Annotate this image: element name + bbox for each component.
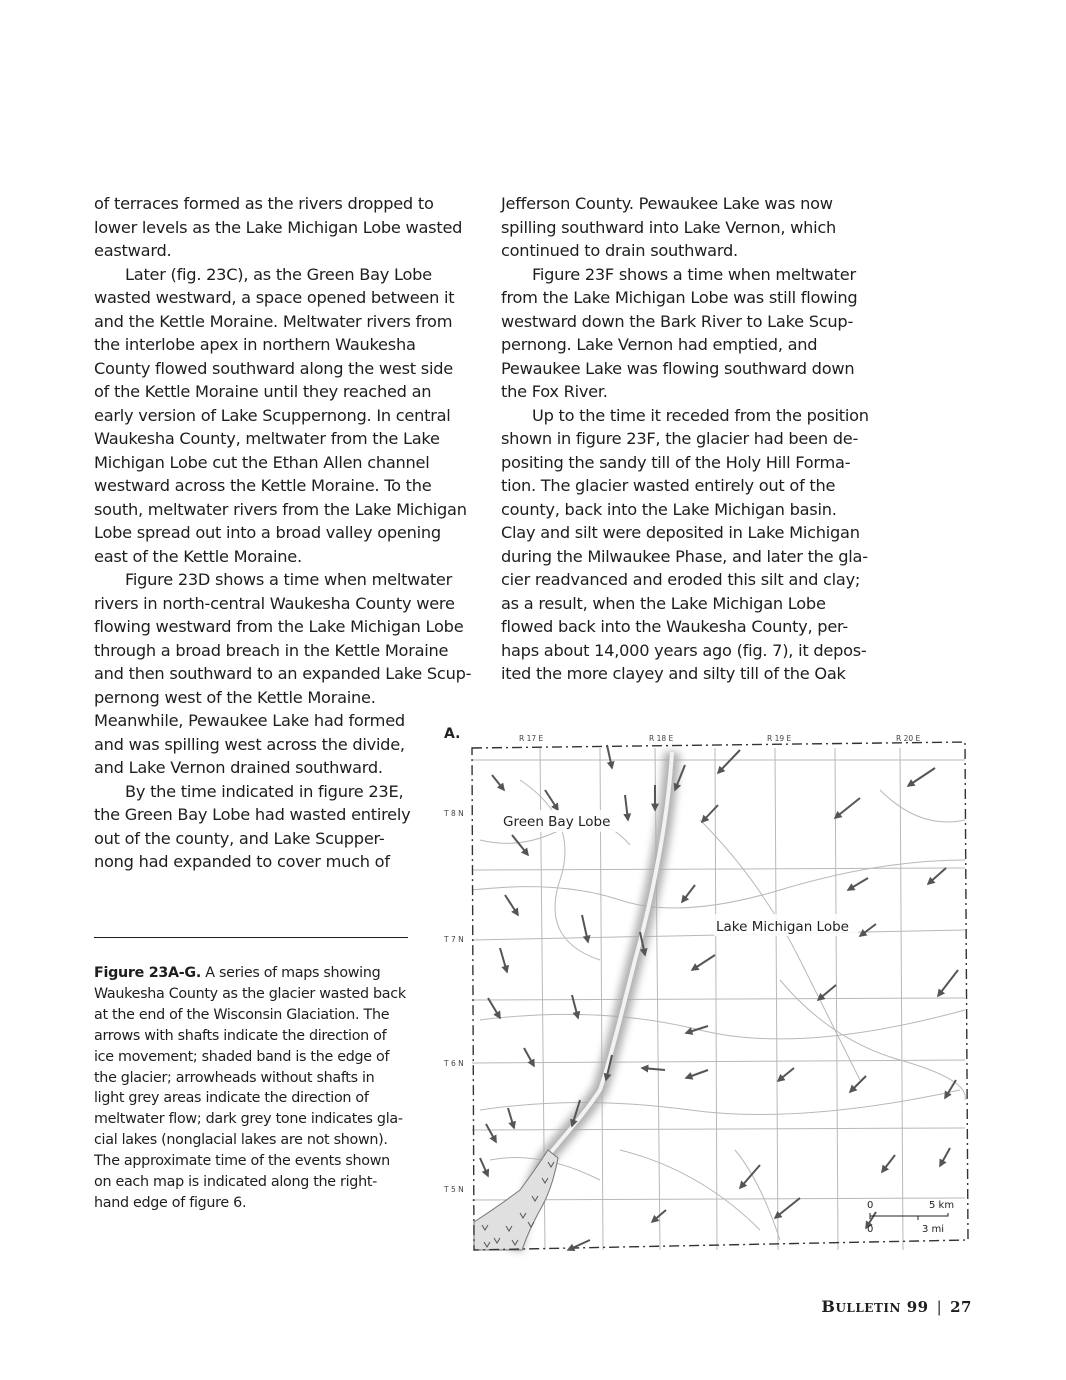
caption-line: meltwater flow; dark grey tone indicates gla- bbox=[94, 1111, 403, 1128]
footer-separator: | bbox=[936, 1298, 943, 1316]
township-label-t7n: T 7 N bbox=[444, 935, 464, 944]
caption-first-line bbox=[94, 963, 424, 984]
bulletin-rest: ULLETIN bbox=[835, 1301, 901, 1315]
caption-line: cial lakes (nonglacial lakes are not shown). bbox=[94, 1132, 388, 1149]
township-label-t8n: T 8 N bbox=[444, 809, 464, 818]
text-line: from the Lake Michigan Lobe was still flowing bbox=[501, 288, 858, 307]
scale-bar bbox=[867, 1200, 954, 1235]
text-line: lower levels as the Lake Michigan Lobe wasted bbox=[94, 217, 463, 237]
text-line: Waukesha County, meltwater from the Lake bbox=[94, 429, 440, 448]
text-line: flowing westward from the Lake Michigan Lobe bbox=[94, 617, 464, 636]
page-number: 27 bbox=[950, 1298, 972, 1316]
text-line: and Lake Vernon drained southward. bbox=[94, 758, 383, 777]
text-line: Clay and silt were deposited in Lake Michigan bbox=[501, 523, 860, 542]
range-label-r18e: R 18 E bbox=[649, 734, 674, 743]
scale-km-zero: 0 bbox=[867, 1200, 874, 1211]
text-line: continued to drain southward. bbox=[501, 241, 738, 260]
text-line: flowed back into the Waukesha County, per- bbox=[501, 617, 848, 636]
text-column-left bbox=[94, 192, 474, 874]
text-line: early version of Lake Scuppernong. In central bbox=[94, 405, 451, 425]
text-line: westward down the Bark River to Lake Scup- bbox=[501, 311, 854, 331]
text-line: of the Kettle Moraine until they reached an bbox=[94, 382, 432, 401]
page-footer bbox=[821, 1297, 972, 1316]
text-line: County flowed southward along the west side bbox=[94, 358, 453, 378]
text-line: the Green Bay Lobe had wasted entirely bbox=[94, 805, 411, 824]
caption-line: at the end of the Wisconsin Glaciation. The bbox=[94, 1006, 390, 1023]
caption-first-line-rest: A series of maps showing bbox=[200, 965, 381, 981]
caption-line: hand edge of figure 6. bbox=[94, 1194, 247, 1211]
text-line: and was spilling west across the divide, bbox=[94, 734, 405, 754]
caption-line: on each map is indicated along the right- bbox=[94, 1174, 377, 1191]
scale-mi-zero: 0 bbox=[867, 1224, 874, 1235]
lake-michigan-lobe-label: Lake Michigan Lobe bbox=[716, 919, 849, 935]
text-line: county, back into the Lake Michigan basin. bbox=[501, 499, 837, 519]
caption-rule bbox=[94, 937, 408, 938]
text-line: as a result, when the Lake Michigan Lobe bbox=[501, 593, 826, 613]
text-line: Jefferson County. Pewaukee Lake was now bbox=[501, 194, 833, 213]
text-line: Pewaukee Lake was flowing southward down bbox=[501, 358, 855, 378]
text-line: the Fox River. bbox=[501, 382, 608, 401]
range-label-r17e: R 17 E bbox=[519, 734, 544, 743]
text-line: cier readvanced and eroded this silt and clay; bbox=[501, 570, 861, 589]
scale-km-label: 5 km bbox=[929, 1200, 955, 1211]
township-labels bbox=[443, 809, 464, 1194]
range-label-r20e: R 20 E bbox=[896, 734, 921, 743]
scale-mi-label: 3 mi bbox=[922, 1224, 945, 1235]
caption-line: ice movement; shaded band is the edge of bbox=[94, 1048, 390, 1065]
text-line: tion. The glacier wasted entirely out of the bbox=[501, 476, 836, 495]
bulletin-number: 99 bbox=[906, 1298, 929, 1316]
text-line: Meanwhile, Pewaukee Lake had formed bbox=[94, 711, 405, 730]
township-label-t6n: T 6 N bbox=[444, 1059, 464, 1068]
text-column-right bbox=[501, 192, 871, 686]
bulletin-first-letter: B bbox=[821, 1297, 836, 1316]
text-line: of terraces formed as the rivers dropped to bbox=[94, 194, 434, 213]
text-line: Up to the time it receded from the position bbox=[532, 405, 869, 425]
text-line: south, meltwater rivers from the Lake Michigan bbox=[94, 499, 467, 519]
text-line: nong had expanded to cover much of bbox=[94, 852, 390, 871]
range-labels bbox=[519, 734, 921, 743]
caption-line: the glacier; arrowheads without shafts in bbox=[94, 1069, 375, 1086]
caption-line: The approximate time of the events shown bbox=[94, 1153, 390, 1170]
caption-line: arrows with shafts indicate the direction of bbox=[94, 1027, 387, 1044]
text-line: shown in figure 23F, the glacier had been de- bbox=[501, 429, 859, 448]
range-label-r19e: R 19 E bbox=[767, 734, 792, 743]
text-line: and then southward to an expanded Lake Scup- bbox=[94, 664, 472, 683]
text-line: eastward. bbox=[94, 241, 172, 260]
text-line: out of the county, and Lake Scupper- bbox=[94, 828, 385, 848]
caption-line: light grey areas indicate the direction of bbox=[94, 1090, 369, 1107]
text-line: By the time indicated in figure 23E, bbox=[125, 781, 404, 801]
text-line: positing the sandy till of the Holy Hill Forma- bbox=[501, 452, 851, 472]
text-line: during the Milwaukee Phase, and later the gla- bbox=[501, 546, 868, 566]
text-line: pernong. Lake Vernon had emptied, and bbox=[501, 335, 818, 354]
text-line: Lobe spread out into a broad valley opening bbox=[94, 523, 441, 542]
text-line: Figure 23D shows a time when meltwater bbox=[125, 570, 453, 589]
caption-line: Waukesha County as the glacier wasted back bbox=[94, 985, 406, 1002]
waukesha-map-a bbox=[440, 720, 980, 1260]
text-line: Figure 23F shows a time when meltwater bbox=[532, 264, 856, 284]
text-line: haps about 14,000 years ago (fig. 7), it depos- bbox=[501, 640, 867, 660]
figure-caption bbox=[94, 963, 424, 1214]
text-line: wasted westward, a space opened between it bbox=[94, 288, 455, 307]
text-line: ited the more clayey and silty till of the Oak bbox=[501, 664, 846, 683]
caption-label: Figure 23A-G. bbox=[94, 965, 201, 981]
green-bay-lobe-label: Green Bay Lobe bbox=[503, 814, 611, 830]
text-line: rivers in north-central Waukesha County were bbox=[94, 593, 455, 613]
text-line: westward across the Kettle Moraine. To the bbox=[94, 476, 432, 495]
text-line: Later (fig. 23C), as the Green Bay Lobe bbox=[125, 264, 432, 284]
text-line: through a broad breach in the Kettle Moraine bbox=[94, 640, 449, 660]
text-line: spilling southward into Lake Vernon, which bbox=[501, 217, 837, 237]
bulletin-label bbox=[821, 1298, 901, 1316]
text-line: the interlobe apex in northern Waukesha bbox=[94, 335, 416, 354]
text-line: east of the Kettle Moraine. bbox=[94, 546, 302, 566]
township-label-t5n: T 5 N bbox=[444, 1185, 464, 1194]
text-line: and the Kettle Moraine. Meltwater rivers from bbox=[94, 311, 453, 331]
map-panel-label: A. bbox=[444, 726, 461, 742]
text-line: Michigan Lobe cut the Ethan Allen channel bbox=[94, 452, 430, 472]
text-line: pernong west of the Kettle Moraine. bbox=[94, 687, 376, 707]
